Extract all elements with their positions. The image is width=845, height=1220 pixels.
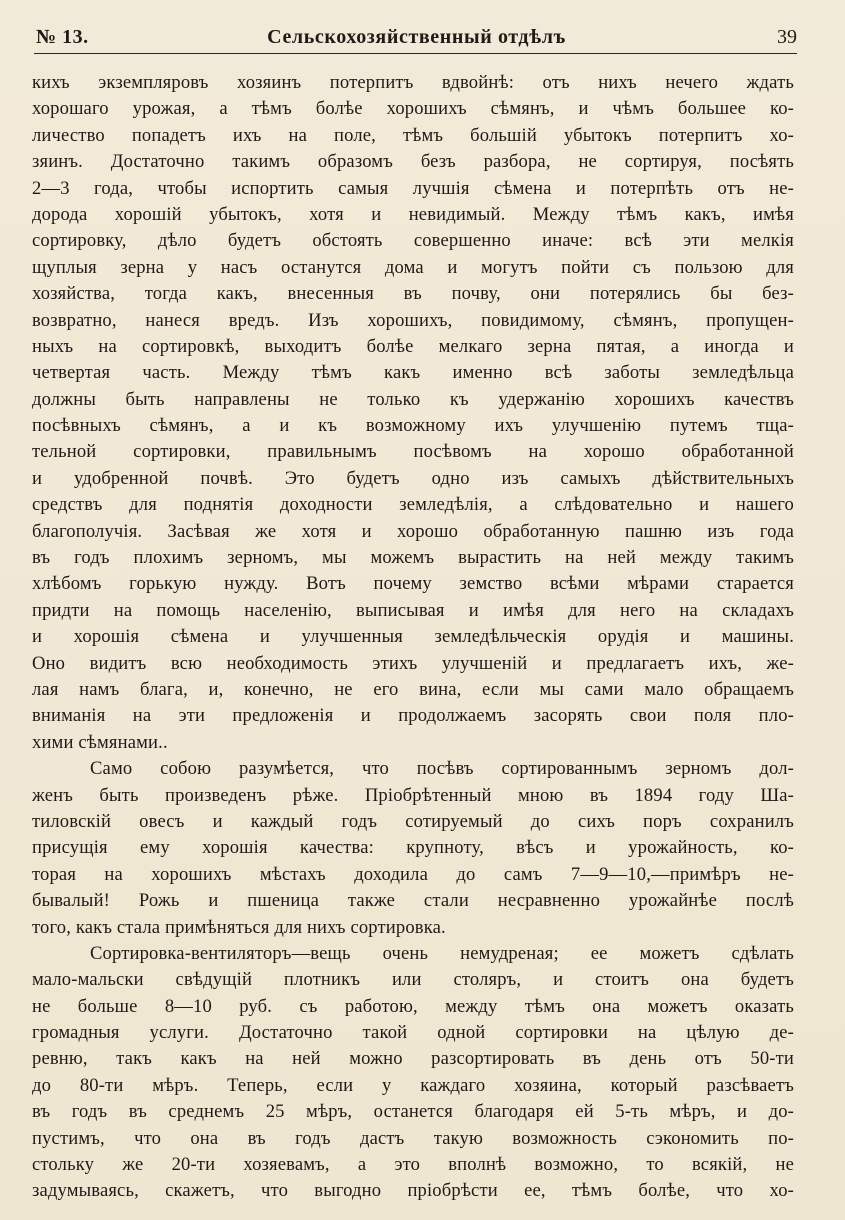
text-line: задумываясь, скажетъ, что выгодно пріобрѣсти ее, тѣмъ болѣе, что хо- [32, 1180, 794, 1202]
text-line: до 80-ти мѣръ. Теперь, если у каждаго хозяина, который разсѣваетъ [32, 1074, 794, 1096]
text-line: Само собою разумѣется, что посѣвъ сортированнымъ зерномъ дол- [90, 758, 794, 780]
text-line: дорода хорошій убытокъ, хотя и невидимый. Между тѣмъ какъ, имѣя [32, 203, 794, 225]
text-line: придти на помощь населенію, выписывая и имѣя для него на складахъ [32, 599, 794, 621]
text-line: того, какъ стала примѣняться для нихъ сортировка. [32, 916, 446, 938]
text-line: Оно видитъ всю необходимость этихъ улучшеній и предлагаетъ ихъ, же- [32, 652, 794, 674]
text-line: и удобренной почвѣ. Это будетъ одно изъ самыхъ дѣйствительныхъ [32, 467, 794, 489]
text-line: возвратно, нанеся вредъ. Изъ хорошихъ, повидимому, сѣмянъ, пропущен- [32, 309, 794, 331]
text-line: хими сѣмянами.. [32, 731, 168, 753]
text-line: благополучія. Засѣвая же хотя и хорошо обработанную пашню изъ года [32, 520, 794, 542]
text-line: въ годъ въ среднемъ 25 мѣръ, останется благодаря ей 5-ть мѣръ, и до- [32, 1101, 794, 1123]
text-line: личество попадетъ ихъ на поле, тѣмъ большій убытокъ потерпитъ хо- [32, 124, 794, 146]
text-line: кихъ экземпляровъ хозяинъ потерпитъ вдвойнѣ: отъ нихъ нечего ждать [32, 72, 794, 93]
text-line: лая намъ блага, и, конечно, не его вина, если мы сами мало обращаемъ [32, 678, 794, 700]
text-line: 2—3 года, чтобы испортить самыя лучшія сѣмена и потерпѣть отъ не- [32, 177, 794, 199]
text-line: ревню, такъ какъ на ней можно разсортировать въ день отъ 50-ти [32, 1048, 794, 1070]
text-line: торая на хорошихъ мѣстахъ доходила до самъ 7—9—10,—примѣръ не- [32, 863, 794, 885]
header-rule [34, 53, 797, 54]
text-line: сортировку, дѣло будетъ обстоять совершенно иначе: всѣ эти мелкія [32, 230, 794, 252]
text-line: бывалый! Рожь и пшеница также стали несравненно урожайнѣе послѣ [32, 890, 794, 912]
text-line: хорошаго урожая, а тѣмъ болѣе хорошихъ сѣмянъ, и чѣмъ большее ко- [32, 98, 794, 120]
text-line: средствъ для поднятія доходности земледѣлія, а слѣдовательно и нашего [32, 494, 794, 516]
text-line: мало-мальски свѣдущій плотникъ или столяръ, и стоитъ она будетъ [32, 969, 794, 991]
text-line: щуплыя зерна у насъ останутся дома и могутъ пойти съ пользою для [32, 256, 794, 278]
text-line: хозяйства, тогда какъ, внесенныя въ почву, они потерялись бы без- [32, 283, 794, 305]
text-line: четвертая часть. Между тѣмъ какъ именно всѣ заботы земледѣльца [32, 362, 794, 384]
text-line: присущія ему хорошія качества: крупноту, вѣсъ и урожайность, ко- [32, 837, 794, 859]
text-line: вниманія на эти предложенія и продолжаемъ засорять свои поля пло- [32, 705, 794, 727]
issue-number: № 13. [36, 26, 89, 48]
text-line: хлѣбомъ горькую нужду. Вотъ почему земство всѣми мѣрами старается [32, 573, 794, 595]
text-line: ныхъ на сортировкѣ, выходитъ болѣе мелкаго зерна пятая, а иногда и [32, 335, 794, 357]
text-line: зяинъ. Достаточно такимъ образомъ безъ разбора, не сортируя, посѣять [32, 151, 794, 173]
text-line: и хорошія сѣмена и улучшенныя земледѣльческія орудія и машины. [32, 626, 794, 648]
section-title: Сельскохозяйственный отдѣлъ [267, 26, 566, 48]
text-line: тиловскій овесъ и каждый годъ сотируемый до сихъ поръ сохранилъ [32, 810, 794, 832]
text-line: громадныя услуги. Достаточно такой одной сортировки на цѣлую де- [32, 1022, 794, 1044]
text-line: тельной сортировки, правильнымъ посѣвомъ на хорошо обработанной [32, 441, 794, 463]
text-line: женъ быть произведенъ рѣже. Пріобрѣтенный мною въ 1894 году Ша- [32, 784, 794, 806]
text-line: посѣвныхъ сѣмянъ, а и къ возможному ихъ улучшенію путемъ тща- [32, 415, 794, 437]
running-header [36, 20, 797, 50]
body-text [32, 70, 794, 1205]
page-number: 39 [777, 26, 797, 48]
text-line: должны быть направлены не только къ удержанію хорошихъ качествъ [32, 388, 794, 410]
text-line: не больше 8—10 руб. съ работою, между тѣмъ она можетъ оказать [32, 995, 794, 1017]
text-line: Сортировка-вентиляторъ—вещь очень немудреная; ее можетъ сдѣлать [90, 942, 794, 964]
text-line: стольку же 20-ти хозяевамъ, а это вполнѣ возможно, то всякій, не [32, 1154, 794, 1176]
text-line: пустимъ, что она въ годъ дастъ такую возможность сэкономить по- [32, 1127, 794, 1149]
text-line: въ годъ плохимъ зерномъ, мы можемъ вырастить на ней между такимъ [32, 547, 794, 569]
